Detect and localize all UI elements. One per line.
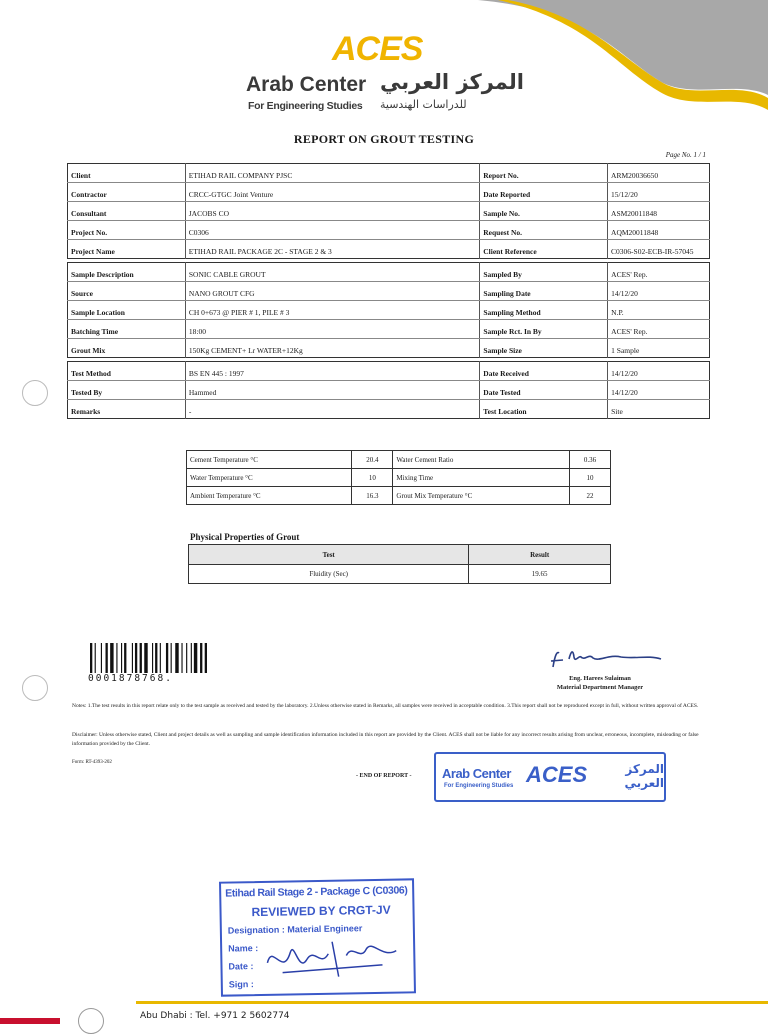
- field-label: Consultant: [68, 202, 186, 221]
- field-label: Batching Time: [68, 320, 186, 339]
- field-label: Request No.: [480, 221, 608, 240]
- table-row: [68, 183, 710, 202]
- field-value: ARM20036650: [608, 164, 710, 183]
- field-value: AQM20011848: [608, 221, 710, 240]
- punch-hole: [22, 380, 48, 406]
- field-label: Date Received: [480, 362, 608, 381]
- field-value: 150Kg CEMENT+ Lr WATER+12Kg: [185, 339, 479, 358]
- field-label: Sample Size: [480, 339, 608, 358]
- footer-divider: [136, 1001, 768, 1004]
- table-row: [68, 381, 710, 400]
- stamp-arabic-name: المركز العربي: [624, 762, 664, 790]
- field-label: Report No.: [480, 164, 608, 183]
- review-stamp-date: Date :: [228, 961, 254, 972]
- field-value: Site: [611, 407, 623, 416]
- field-label: Sampling Date: [480, 282, 608, 301]
- table-row: [68, 301, 710, 320]
- field-value: CRCC-GTGC Joint Venture: [185, 183, 480, 202]
- review-stamp: [219, 878, 416, 996]
- field-value: 15/12/20: [608, 183, 710, 202]
- stamp-org-name: Arab Center: [442, 766, 511, 781]
- table-row: [68, 240, 710, 259]
- field-value: 20.4: [352, 451, 393, 469]
- field-value: Hammed: [185, 381, 479, 400]
- table-row: [68, 362, 710, 381]
- field-value: ETIHAD RAIL COMPANY PJSC: [185, 164, 480, 183]
- field-label: Sample Rct. In By: [480, 320, 608, 339]
- field-value: JACOBS CO: [185, 202, 480, 221]
- header-result: Result: [469, 545, 611, 565]
- notes-text: Notes: 1.The test results in this report relate only to the test sample as received and tested by the laboratory. 2.Unless otherwise stated in Remarks, all samples were received in acceptable condition. 3.This report shall not be reproduced except in full, without written approval of ACES.: [72, 703, 699, 709]
- field-value: CH 0+673 @ PIER # 1, PILE # 3: [185, 301, 479, 320]
- table-row: [68, 164, 710, 183]
- field-value: ASM20011848: [608, 202, 710, 221]
- field-value: 18:00: [185, 320, 479, 339]
- signer-block: [520, 674, 680, 692]
- form-number: Form: RT-4393-202: [72, 760, 112, 765]
- organization-logo: [240, 30, 530, 120]
- field-label: Sample No.: [480, 202, 608, 221]
- field-value: 22: [569, 487, 610, 505]
- sample-info-table: [67, 262, 710, 358]
- test-name: Fluidity (Sec): [189, 565, 469, 584]
- table-row: [189, 565, 611, 584]
- org-name-arabic: المركز العربي: [380, 70, 524, 94]
- field-value: N.P.: [608, 301, 710, 320]
- report-title: REPORT ON GROUT TESTING: [293, 132, 475, 146]
- table-row: [68, 282, 710, 301]
- field-value: 1 Sample: [611, 346, 640, 355]
- field-value: C0306-S02-ECB-IR-57045: [611, 247, 694, 256]
- field-value: C0306: [185, 221, 480, 240]
- test-result: 19.65: [469, 565, 611, 584]
- review-stamp-project: Etihad Rail Stage 2 - Package C (C0306): [225, 884, 408, 900]
- field-label: Client Reference: [480, 240, 608, 259]
- field-value: ACES' Rep.: [608, 320, 710, 339]
- signer-name: Eng. Harees Sulaiman: [569, 675, 631, 682]
- page-number: Page No. 1 / 1: [665, 151, 706, 159]
- physical-properties-table: [188, 544, 611, 584]
- field-value: 14/12/20: [608, 381, 710, 400]
- field-label: Sampling Method: [480, 301, 608, 320]
- field-label: Water Cement Ratio: [393, 451, 570, 469]
- field-label: Tested By: [68, 381, 186, 400]
- field-label: Grout Mix: [68, 339, 186, 358]
- field-value: 10: [352, 469, 393, 487]
- field-label: Test Location: [480, 400, 608, 419]
- field-label: Date Tested: [480, 381, 608, 400]
- table-row: [187, 469, 611, 487]
- field-label: Client: [68, 164, 186, 183]
- client-info-table: [67, 163, 710, 259]
- table-row: [68, 263, 710, 282]
- field-label: Sample Location: [68, 301, 186, 320]
- field-value: 14/12/20: [608, 282, 710, 301]
- org-subtitle-english: For Engineering Studies: [248, 100, 363, 112]
- field-label: Cement Temperature °C: [187, 451, 352, 469]
- header-test: Test: [189, 545, 469, 565]
- stamp-org-subtitle: For Engineering Studies: [444, 783, 514, 789]
- field-label: Source: [68, 282, 186, 301]
- field-value: 14/12/20: [608, 362, 710, 381]
- field-label: Project Name: [68, 240, 186, 259]
- field-label: Contractor: [68, 183, 186, 202]
- barcode-number: 0001878768.: [88, 673, 173, 684]
- reviewer-signature: [262, 931, 403, 988]
- field-value: ETIHAD RAIL PACKAGE 2C - STAGE 2 & 3: [185, 240, 480, 259]
- signer-title: Material Department Manager: [556, 684, 644, 691]
- field-label: Water Temperature °C: [187, 469, 352, 487]
- disclaimer-text: Disclaimer: Unless otherwise stated, Client and project details as well as sampling and sample identification information included in this report are provided by the Client. ACES shall not be liable for any incorrect results arising from unclear, erroneous, incomplete, misleading or false information provided by the Client.: [72, 732, 699, 747]
- field-value: -: [185, 400, 479, 419]
- table-row: [68, 320, 710, 339]
- physical-properties-title: Physical Properties of Grout: [190, 532, 300, 542]
- field-value: SONIC CABLE GROUT: [185, 263, 479, 282]
- review-stamp-heading: REVIEWED BY CRGT-JV: [251, 902, 391, 920]
- org-subtitle-arabic: للدراسات الهندسية: [380, 98, 467, 111]
- review-stamp-designation: Designation : Material Engineer: [227, 923, 363, 936]
- barcode-icon: [90, 643, 240, 673]
- review-stamp-name: Name :: [228, 943, 259, 954]
- table-row: [68, 221, 710, 240]
- field-label: Test Method: [68, 362, 186, 381]
- org-name-english: Arab Center: [246, 73, 367, 96]
- stamp-logo: ACES: [526, 762, 588, 787]
- end-of-report: - END OF REPORT -: [356, 773, 412, 779]
- punch-hole: [22, 675, 48, 701]
- company-stamp: [434, 752, 666, 802]
- table-row: [187, 487, 611, 505]
- review-stamp-sign: Sign :: [228, 979, 254, 990]
- test-info-table: [67, 361, 710, 419]
- field-label: Grout Mix Temperature °C: [393, 487, 570, 505]
- aces-logo: ACES: [332, 30, 423, 68]
- field-label: Sample Description: [68, 263, 186, 282]
- footer-seal-icon: [78, 1008, 104, 1034]
- field-value: BS EN 445 : 1997: [185, 362, 479, 381]
- field-value: 0.36: [569, 451, 610, 469]
- field-value: 16.3: [352, 487, 393, 505]
- field-label: Remarks: [68, 400, 186, 419]
- table-row: [68, 339, 710, 358]
- temperature-table: [186, 450, 611, 505]
- footer-contact: Abu Dhabi : Tel. +971 2 5602774: [140, 1011, 290, 1021]
- field-value: NANO GROUT CFG: [185, 282, 479, 301]
- field-label: Ambient Temperature °C: [187, 487, 352, 505]
- footer-ribbon: [0, 1018, 60, 1024]
- field-label: Sampled By: [480, 263, 608, 282]
- manager-signature: [545, 645, 665, 675]
- table-row: [68, 400, 710, 419]
- table-row: [68, 202, 710, 221]
- field-label: Date Reported: [480, 183, 608, 202]
- field-value: ACES' Rep.: [608, 263, 710, 282]
- field-label: Project No.: [68, 221, 186, 240]
- field-label: Mixing Time: [393, 469, 570, 487]
- field-value: 10: [569, 469, 610, 487]
- table-row: [187, 451, 611, 469]
